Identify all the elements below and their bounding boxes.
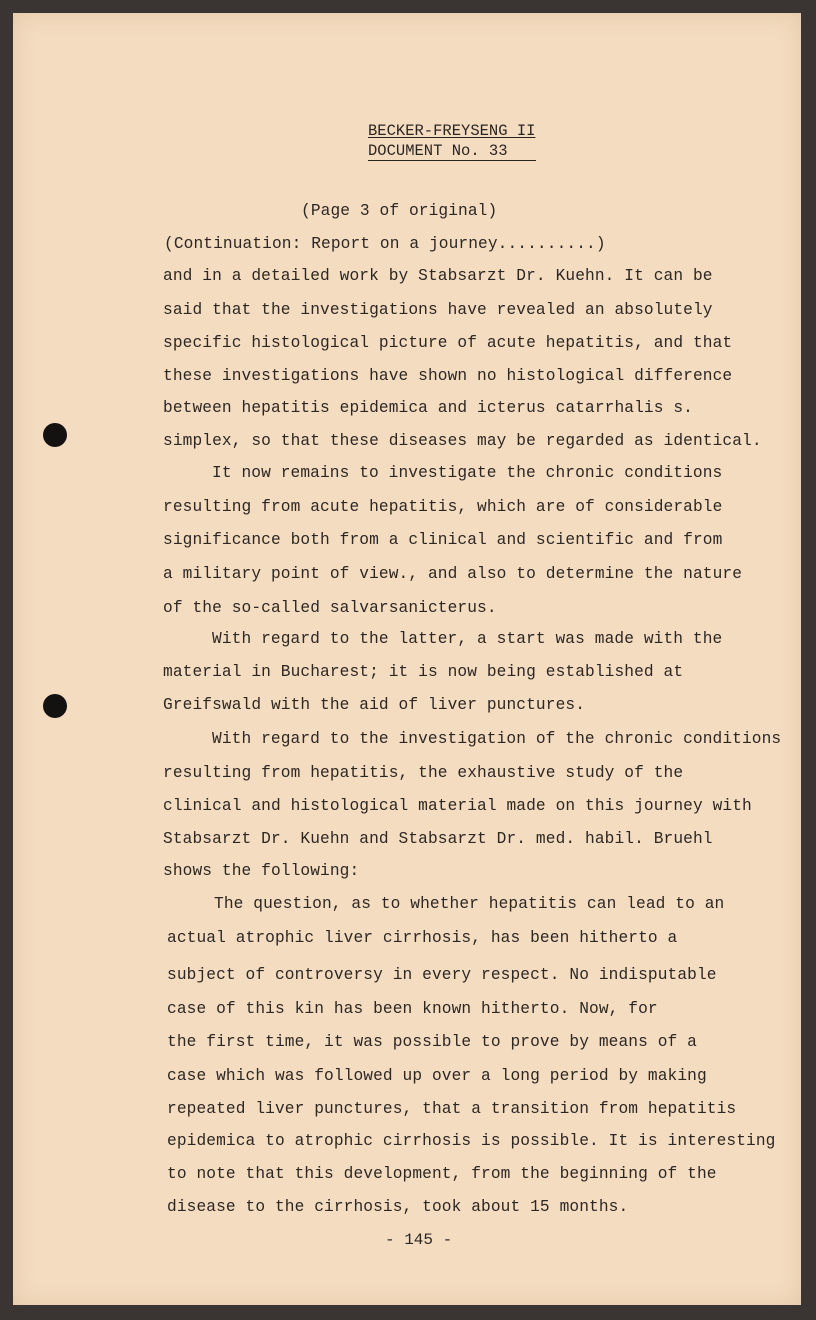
- text-line: repeated liver punctures, that a transition from hepatitis: [167, 1100, 737, 1118]
- page-number: - 145 -: [385, 1231, 453, 1249]
- text-line: of the so-called salvarsanicterus.: [163, 599, 497, 617]
- text-line: Stabsarzt Dr. Kuehn and Stabsarzt Dr. med. habil. Bruehl: [163, 830, 713, 848]
- text-line: shows the following:: [163, 862, 360, 880]
- document-number: DOCUMENT No. 33: [368, 142, 536, 161]
- text-line: to note that this development, from the beginning of the: [167, 1165, 717, 1183]
- text-line: these investigations have shown no histological difference: [163, 367, 733, 385]
- text-line: resulting from acute hepatitis, which are of considerable: [163, 498, 723, 516]
- text-line: between hepatitis epidemica and icterus catarrhalis s.: [163, 399, 693, 417]
- document-heading: [368, 121, 536, 161]
- text-line: clinical and histological material made on this journey with: [163, 797, 752, 815]
- text-line: case which was followed up over a long period by making: [167, 1067, 707, 1085]
- continuation-note: (Continuation: Report on a journey..........): [164, 235, 606, 253]
- text-line: With regard to the investigation of the chronic conditions: [212, 730, 782, 748]
- text-line: simplex, so that these diseases may be regarded as identical.: [163, 432, 762, 450]
- text-line: a military point of view., and also to determine the nature: [163, 565, 743, 583]
- punch-hole: [43, 694, 67, 718]
- text-line: case of this kin has been known hitherto. Now, for: [167, 1000, 658, 1018]
- case-title: BECKER-FREYSENG II: [368, 122, 536, 140]
- text-line: and in a detailed work by Stabsarzt Dr. Kuehn. It can be: [163, 267, 713, 285]
- punch-hole: [43, 423, 67, 447]
- text-line: actual atrophic liver cirrhosis, has been hitherto a: [167, 929, 678, 947]
- text-line: said that the investigations have revealed an absolutely: [163, 301, 713, 319]
- text-line: The question, as to whether hepatitis can lead to an: [214, 895, 725, 913]
- text-line: epidemica to atrophic cirrhosis is possible. It is interesting: [167, 1132, 776, 1150]
- document-page: [13, 13, 801, 1305]
- page-note: (Page 3 of original): [301, 202, 498, 220]
- text-line: With regard to the latter, a start was made with the: [212, 630, 723, 648]
- text-line: the first time, it was possible to prove by means of a: [167, 1033, 697, 1051]
- text-line: resulting from hepatitis, the exhaustive study of the: [163, 764, 684, 782]
- text-line: significance both from a clinical and scientific and from: [163, 531, 723, 549]
- text-line: disease to the cirrhosis, took about 15 months.: [167, 1198, 629, 1216]
- text-line: Greifswald with the aid of liver punctures.: [163, 696, 586, 714]
- text-line: material in Bucharest; it is now being established at: [163, 663, 684, 681]
- text-line: It now remains to investigate the chronic conditions: [212, 464, 723, 482]
- text-line: specific histological picture of acute hepatitis, and that: [163, 334, 733, 352]
- text-line: subject of controversy in every respect. No indisputable: [167, 966, 717, 984]
